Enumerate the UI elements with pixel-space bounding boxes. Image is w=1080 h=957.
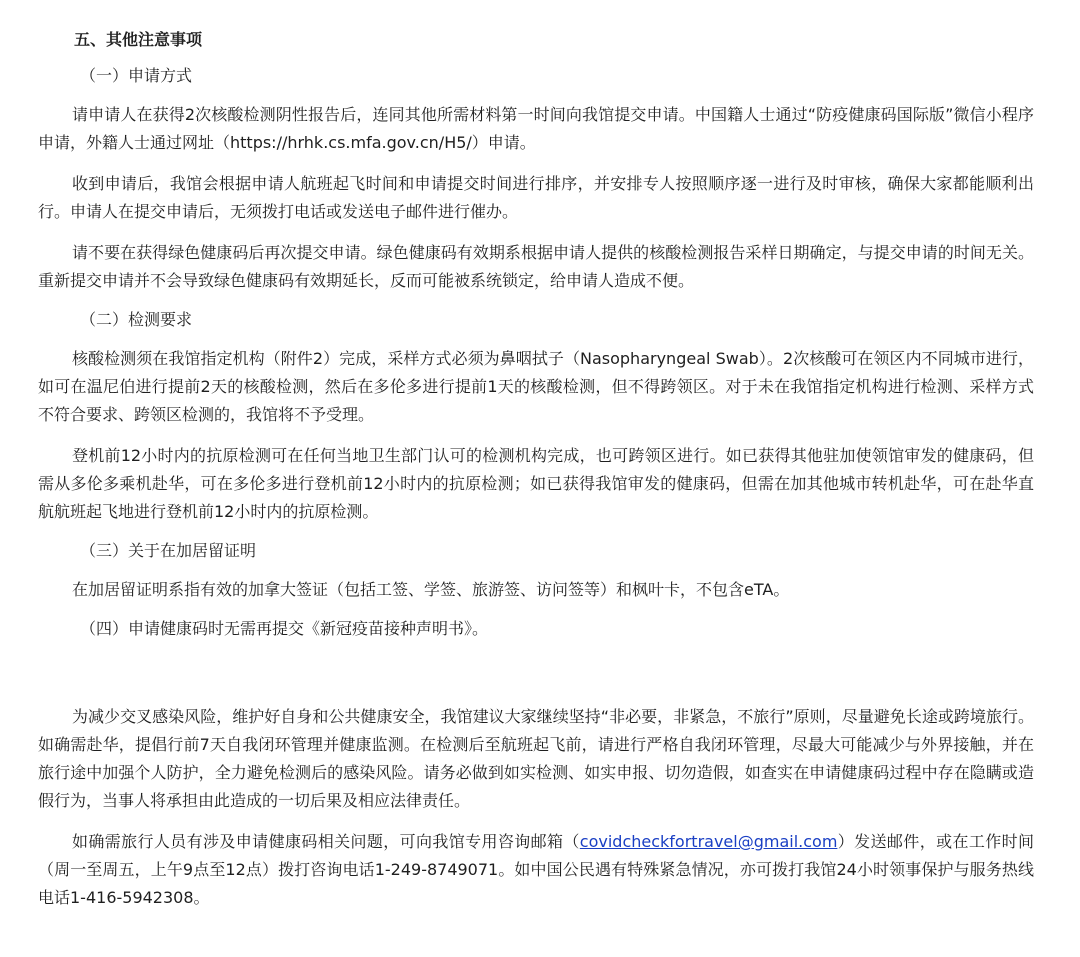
section-title: 五、其他注意事项 — [74, 30, 203, 49]
paragraph-residence-1: 在加居留证明系指有效的加拿大签证（包括工签、学签、旅游签、访问签等）和枫叶卡，不包含eTA。 — [72, 580, 790, 599]
consultation-email-link[interactable]: covidcheckfortravel@gmail.com — [579, 832, 838, 851]
paragraph-contact-info — [38, 828, 1034, 912]
paragraph-testing-2: 登机前12小时内的抗原检测可在任何当地卫生部门认可的检测机构完成，也可跨领区进行。如已获得其他驻加使领馆审发的健康码，但需从多伦多乘机赴华，可在多伦多进行登机前12小时内的抗原检测；如已获得我馆审发的健康码，但需在加其他城市转机赴华，可在赴华直航航班起飞地进行登机前12小时内的抗原检测。 — [38, 446, 1034, 521]
paragraph-application-3: 请不要在获得绿色健康码后再次提交申请。绿色健康码有效期系根据申请人提供的核酸检测报告采样日期确定，与提交申请的时间无关。重新提交申请并不会导致绿色健康码有效期延长，反而可能被系统锁定，给申请人造成不便。 — [38, 243, 1034, 290]
subsection-heading-residence-proof: （三）关于在加居留证明 — [80, 541, 257, 560]
paragraph-application-2: 收到申请后，我馆会根据申请人航班起飞时间和申请提交时间进行排序，并安排专人按照顺序逐一进行及时审核，确保大家都能顺利出行。申请人在提交申请后，无须拨打电话或发送电子邮件进行催办。 — [38, 174, 1034, 221]
contact-text-after: ）发送邮件，或在工作时间（周一至周五，上午9点至12点）拨打咨询电话1-249-8749071。如中国公民遇有特殊紧急情况，亦可拨打我馆24小时领事保护与服务热线电话1-416-5942308。 — [38, 832, 1034, 907]
subsection-heading-vaccine-declaration: （四）申请健康码时无需再提交《新冠疫苗接种声明书》。 — [80, 619, 489, 638]
paragraph-testing-1: 核酸检测须在我馆指定机构（附件2）完成，采样方式必须为鼻咽拭子（Nasopharyngeal Swab）。2次核酸可在领区内不同城市进行，如可在温尼伯进行提前2天的核酸检测，然后在多伦多进行提前1天的核酸检测，但不得跨领区。对于未在我馆指定机构进行检测、采样方式不符合要求、跨领区检测的，我馆将不予受理。 — [38, 349, 1034, 424]
subsection-heading-testing-requirements: （二）检测要求 — [80, 310, 193, 329]
contact-text-before: 如确需旅行人员有涉及申请健康码相关问题，可向我馆专用咨询邮箱（ — [72, 832, 580, 851]
subsection-heading-application-method: （一）申请方式 — [80, 66, 193, 85]
paragraph-application-1: 请申请人在获得2次核酸检测阴性报告后，连同其他所需材料第一时间向我馆提交申请。中国籍人士通过“防疫健康码国际版”微信小程序申请，外籍人士通过网址（https://hrhk.cs.mfa.gov.cn/H5/）申请。 — [38, 105, 1034, 152]
paragraph-closing-advice: 为减少交叉感染风险，维护好自身和公共健康安全，我馆建议大家继续坚持“非必要，非紧急，不旅行”原则，尽量避免长途或跨境旅行。如确需赴华，提倡行前7天自我闭环管理并健康监测。在检测后至航班起飞前，请进行严格自我闭环管理，尽最大可能减少与外界接触，并在旅行途中加强个人防护，全力避免检测后的感染风险。请务必做到如实检测、如实申报、切勿造假，如查实在申请健康码过程中存在隐瞒或造假行为，当事人将承担由此造成的一切后果及相应法律责任。 — [38, 707, 1034, 810]
